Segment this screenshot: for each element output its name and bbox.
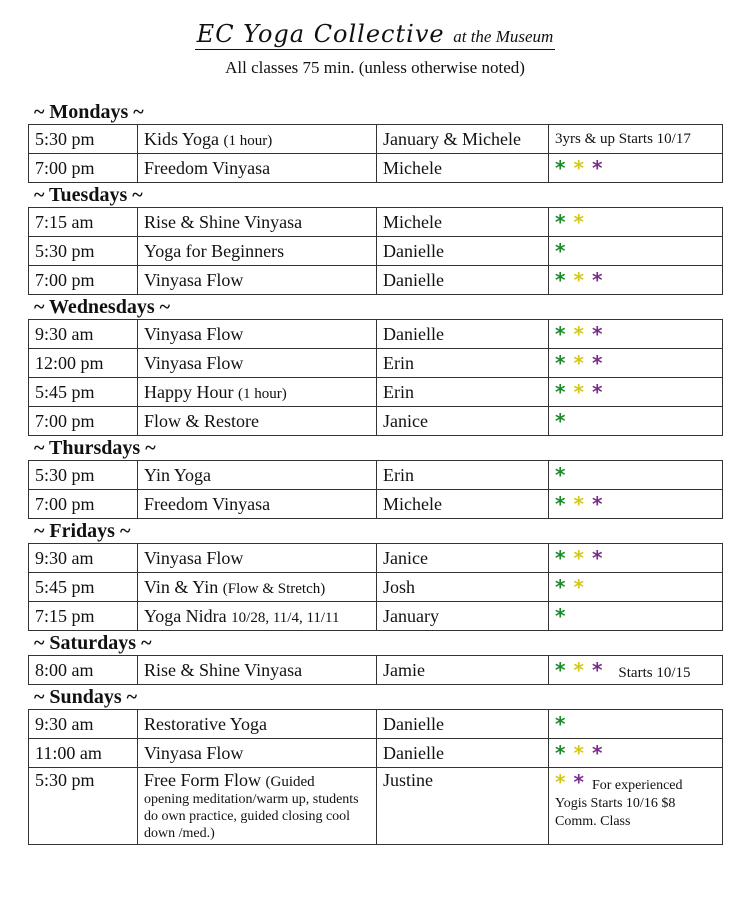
level-cell — [549, 602, 723, 631]
page-subtitle: All classes 75 min. (unless otherwise noted) — [225, 58, 525, 77]
level-star-yellow: * — [573, 156, 584, 180]
class-cell — [138, 320, 377, 349]
level-star-green: * — [555, 741, 566, 765]
time-cell: 5:30 pm — [29, 237, 138, 266]
instructor-cell: Danielle — [377, 320, 549, 349]
level-star-green: * — [555, 463, 566, 487]
level-star-yellow: * — [573, 741, 584, 765]
class-name: Rise & Shine Vinyasa — [144, 211, 303, 232]
class-name: Flow & Restore — [144, 410, 259, 431]
class-name: Vinyasa Flow — [144, 269, 244, 290]
level-star-green: * — [555, 546, 566, 570]
instructor-cell: January — [377, 602, 549, 631]
class-name: Kids Yoga — [144, 128, 220, 149]
class-cell — [138, 266, 377, 295]
instructor-cell: Danielle — [377, 739, 549, 768]
class-name: Freedom Vinyasa — [144, 493, 271, 514]
table-row — [29, 208, 723, 237]
level-star-purple: * — [591, 492, 603, 516]
table-row — [29, 237, 723, 266]
level-star-green: * — [555, 658, 566, 682]
level-star-green: * — [555, 210, 566, 234]
class-cell — [138, 602, 377, 631]
day-table — [28, 319, 723, 436]
level-star-green: * — [555, 351, 566, 375]
instructor-cell: January & Michele — [377, 125, 549, 154]
class-cell — [138, 349, 377, 378]
class-cell — [138, 378, 377, 407]
instructor-cell: Michele — [377, 490, 549, 519]
day-heading: ~ Sundays ~ — [34, 686, 138, 708]
time-cell: 9:30 am — [29, 320, 138, 349]
header — [0, 20, 750, 78]
class-cell — [138, 125, 377, 154]
instructor-cell: Erin — [377, 349, 549, 378]
class-cell — [138, 407, 377, 436]
table-row — [29, 154, 723, 183]
instructor-cell: Michele — [377, 154, 549, 183]
level-star-green: * — [555, 239, 566, 263]
class-name: Vinyasa Flow — [144, 742, 244, 763]
table-row — [29, 656, 723, 685]
level-cell — [549, 266, 723, 295]
instructor-cell: Josh — [377, 573, 549, 602]
level-cell — [549, 349, 723, 378]
time-cell: 8:00 am — [29, 656, 138, 685]
class-name: Happy Hour — [144, 381, 234, 402]
time-cell: 5:30 pm — [29, 768, 138, 845]
level-cell — [549, 544, 723, 573]
table-row — [29, 461, 723, 490]
level-star-green: * — [555, 492, 566, 516]
instructor-cell: Jamie — [377, 656, 549, 685]
level-star-yellow: * — [573, 546, 584, 570]
class-cell — [138, 710, 377, 739]
table-row — [29, 710, 723, 739]
instructor-cell: Janice — [377, 407, 549, 436]
time-cell: 9:30 am — [29, 710, 138, 739]
class-name: Vinyasa Flow — [144, 547, 244, 568]
class-cell — [138, 208, 377, 237]
class-name: Vin & Yin — [144, 576, 219, 597]
level-cell — [549, 490, 723, 519]
class-cell — [138, 656, 377, 685]
level-cell — [549, 710, 723, 739]
table-row — [29, 378, 723, 407]
level-star-green: * — [555, 380, 566, 404]
time-cell: 7:00 pm — [29, 490, 138, 519]
level-star-yellow: * — [555, 770, 566, 794]
class-cell — [138, 573, 377, 602]
class-cell — [138, 237, 377, 266]
time-cell: 5:30 pm — [29, 125, 138, 154]
class-name: Restorative Yoga — [144, 713, 267, 734]
table-row — [29, 125, 723, 154]
time-cell: 11:00 am — [29, 739, 138, 768]
level-cell — [549, 320, 723, 349]
level-cell — [549, 573, 723, 602]
level-cell — [549, 656, 723, 685]
day-heading: ~ Saturdays ~ — [34, 632, 152, 654]
time-cell: 7:00 pm — [29, 407, 138, 436]
table-row — [29, 739, 723, 768]
instructor-cell: Danielle — [377, 237, 549, 266]
level-star-yellow: * — [573, 268, 584, 292]
class-info-note: For experienced Yogis Starts 10/16 $8 Comm. Class — [555, 778, 683, 829]
level-star-yellow: * — [573, 575, 584, 599]
level-star-green: * — [555, 268, 566, 292]
class-cell — [138, 739, 377, 768]
time-cell: 5:30 pm — [29, 461, 138, 490]
level-cell — [549, 378, 723, 407]
class-note: 10/28, 11/4, 11/11 — [231, 609, 340, 626]
day-heading: ~ Thursdays ~ — [34, 437, 156, 459]
time-cell: 7:00 pm — [29, 154, 138, 183]
level-cell — [549, 407, 723, 436]
instructor-cell: Danielle — [377, 266, 549, 295]
level-star-yellow: * — [573, 658, 584, 682]
level-star-purple: * — [591, 351, 603, 375]
title-text: EC Yoga Collective — [196, 20, 445, 48]
level-star-green: * — [555, 712, 566, 736]
level-star-purple: * — [591, 380, 603, 404]
level-star-green: * — [555, 604, 566, 628]
level-star-purple: * — [591, 658, 603, 682]
level-star-green: * — [555, 322, 566, 346]
class-note: (1 hour) — [223, 132, 273, 149]
level-star-purple: * — [591, 322, 603, 346]
instructor-cell: Janice — [377, 544, 549, 573]
class-name: Free Form Flow — [144, 770, 261, 790]
level-cell — [549, 208, 723, 237]
page-title — [195, 20, 556, 50]
time-cell: 7:15 pm — [29, 602, 138, 631]
level-cell — [549, 154, 723, 183]
class-cell — [138, 768, 377, 845]
day-table — [28, 709, 723, 845]
day-heading: ~ Fridays ~ — [34, 520, 131, 542]
level-star-yellow: * — [573, 210, 584, 234]
day-heading: ~ Tuesdays ~ — [34, 184, 143, 206]
level-star-green: * — [555, 409, 566, 433]
time-cell: 9:30 am — [29, 544, 138, 573]
class-name: Rise & Shine Vinyasa — [144, 659, 303, 680]
instructor-cell: Michele — [377, 208, 549, 237]
class-cell — [138, 154, 377, 183]
day-heading: ~ Mondays ~ — [34, 101, 144, 123]
level-cell — [549, 237, 723, 266]
class-note: (Guided — [265, 774, 315, 790]
class-name: Vinyasa Flow — [144, 323, 244, 344]
instructor-cell: Justine — [377, 768, 549, 845]
level-cell — [549, 125, 723, 154]
class-name: Freedom Vinyasa — [144, 157, 271, 178]
class-name: Yoga Nidra — [144, 605, 227, 626]
level-star-purple: * — [591, 741, 603, 765]
class-note: (1 hour) — [237, 385, 287, 402]
day-table — [28, 543, 723, 631]
time-cell: 7:00 pm — [29, 266, 138, 295]
day-table — [28, 207, 723, 295]
table-row — [29, 349, 723, 378]
title-suffix: at the Museum — [453, 27, 554, 46]
class-name: Yin Yoga — [144, 464, 212, 485]
level-star-purple: * — [591, 546, 603, 570]
level-cell — [549, 739, 723, 768]
class-description: opening meditation/warm up, students do own practice, guided closing cool down /med.) — [144, 792, 359, 841]
time-cell: 7:15 am — [29, 208, 138, 237]
class-cell — [138, 461, 377, 490]
level-star-yellow: * — [573, 380, 584, 404]
table-row — [29, 320, 723, 349]
table-row — [29, 544, 723, 573]
instructor-cell: Erin — [377, 461, 549, 490]
level-star-green: * — [555, 575, 566, 599]
level-star-purple: * — [591, 268, 603, 292]
level-star-green: * — [555, 156, 566, 180]
time-cell: 5:45 pm — [29, 378, 138, 407]
day-table — [28, 124, 723, 183]
level-star-yellow: * — [573, 322, 584, 346]
day-heading: ~ Wednesdays ~ — [34, 296, 171, 318]
table-row — [29, 407, 723, 436]
time-cell: 12:00 pm — [29, 349, 138, 378]
class-note: (Flow & Stretch) — [222, 580, 326, 597]
level-star-purple: * — [591, 156, 603, 180]
day-table — [28, 460, 723, 519]
table-row — [29, 602, 723, 631]
level-star-yellow: * — [573, 351, 584, 375]
level-star-yellow: * — [573, 492, 584, 516]
class-info-note: Starts 10/15 — [618, 665, 691, 681]
class-info-note: 3yrs & up Starts 10/17 — [555, 130, 691, 147]
table-row — [29, 768, 723, 845]
level-cell — [549, 768, 723, 845]
day-table — [28, 655, 723, 685]
class-name: Vinyasa Flow — [144, 352, 244, 373]
instructor-cell: Danielle — [377, 710, 549, 739]
table-row — [29, 573, 723, 602]
instructor-cell: Erin — [377, 378, 549, 407]
table-row — [29, 490, 723, 519]
class-name: Yoga for Beginners — [144, 240, 285, 261]
time-cell: 5:45 pm — [29, 573, 138, 602]
schedule — [28, 100, 720, 845]
class-cell — [138, 490, 377, 519]
level-star-purple: * — [573, 770, 584, 794]
class-cell — [138, 544, 377, 573]
table-row — [29, 266, 723, 295]
level-cell — [549, 461, 723, 490]
